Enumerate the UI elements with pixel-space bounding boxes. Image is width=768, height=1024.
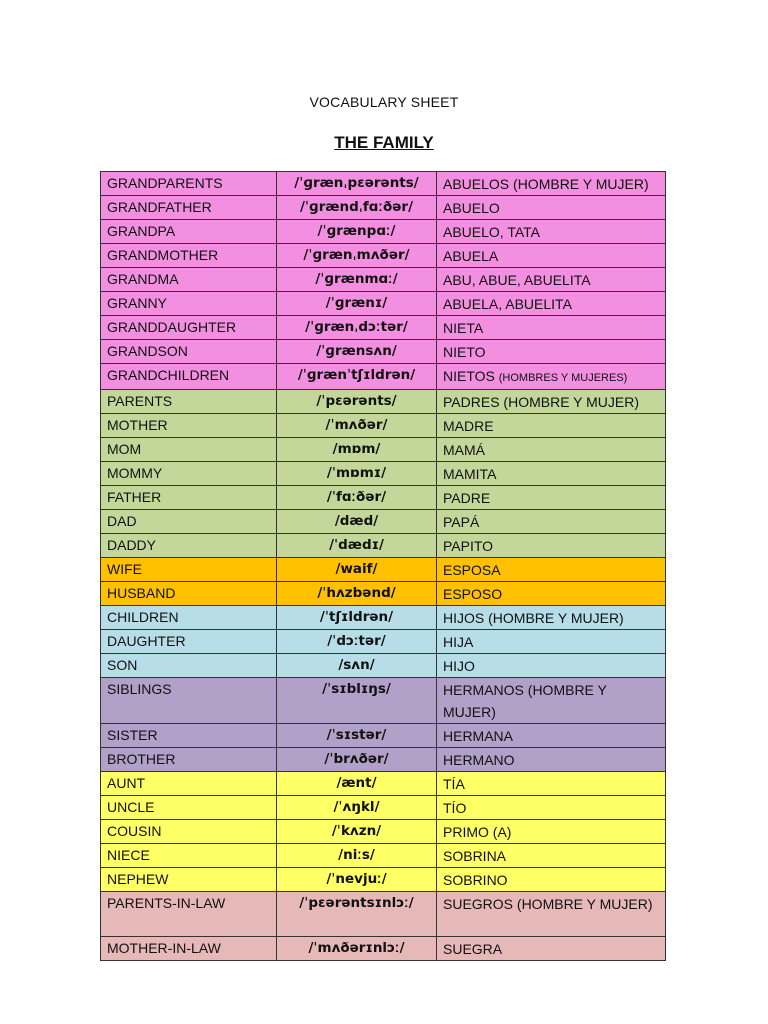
pronunciation-cell: /ˈɡrænsʌn/: [277, 340, 437, 364]
translation-text: MAMÁ: [443, 442, 485, 458]
english-word-cell: GRANDCHILDREN: [101, 364, 277, 390]
translation-text: ABUELO: [443, 200, 500, 216]
vocabulary-table-body: [101, 172, 666, 961]
english-word-cell: MOM: [101, 438, 277, 462]
spanish-translation-cell: [437, 534, 666, 558]
translation-text: ESPOSA: [443, 562, 501, 578]
table-row: [101, 630, 666, 654]
translation-text: PADRE: [443, 490, 491, 506]
translation-text: NIETA: [443, 320, 484, 336]
english-word-cell: MOMMY: [101, 462, 277, 486]
pronunciation-cell: /ˈɡrænɪ/: [277, 292, 437, 316]
pronunciation-cell: /ˈɡrændˌfɑːðər/: [277, 196, 437, 220]
translation-text: ABU, ABUE, ABUELITA: [443, 272, 591, 288]
pronunciation-cell: /ˈhʌzbənd/: [277, 582, 437, 606]
spanish-translation-cell: [437, 244, 666, 268]
spanish-translation-cell: [437, 558, 666, 582]
pronunciation-cell: /ˈpɛərənts/: [277, 390, 437, 414]
table-row: [101, 220, 666, 244]
english-word-cell: GRANDFATHER: [101, 196, 277, 220]
translation-text: SUEGROS (HOMBRE Y MUJER): [443, 896, 653, 912]
translation-text: ABUELO, TATA: [443, 224, 540, 240]
spanish-translation-cell: [437, 892, 666, 937]
table-row: [101, 486, 666, 510]
table-row: [101, 748, 666, 772]
spanish-translation-cell: [437, 462, 666, 486]
table-row: [101, 820, 666, 844]
spanish-translation-cell: [437, 748, 666, 772]
table-row: [101, 414, 666, 438]
english-word-cell: MOTHER-IN-LAW: [101, 937, 277, 961]
pronunciation-cell: /ˈpɛərəntsɪnlɔː/: [277, 892, 437, 937]
english-word-cell: AUNT: [101, 772, 277, 796]
table-row: [101, 937, 666, 961]
pronunciation-cell: /ˈbrʌðər/: [277, 748, 437, 772]
table-row: [101, 364, 666, 390]
translation-text: ESPOSO: [443, 586, 503, 602]
table-row: [101, 892, 666, 937]
table-row: [101, 868, 666, 892]
english-word-cell: GRANDMOTHER: [101, 244, 277, 268]
english-word-cell: DAUGHTER: [101, 630, 277, 654]
pronunciation-cell: /ˈɡrænpɑː/: [277, 220, 437, 244]
pronunciation-cell: /niːs/: [277, 844, 437, 868]
table-row: [101, 268, 666, 292]
translation-text: NIETOS: [443, 368, 495, 384]
spanish-translation-cell: [437, 414, 666, 438]
spanish-translation-cell: [437, 220, 666, 244]
english-word-cell: UNCLE: [101, 796, 277, 820]
translation-text: ABUELA: [443, 248, 499, 264]
english-word-cell: GRANDDAUGHTER: [101, 316, 277, 340]
table-row: [101, 772, 666, 796]
spanish-translation-cell: [437, 678, 666, 724]
english-word-cell: SON: [101, 654, 277, 678]
table-row: [101, 558, 666, 582]
spanish-translation-cell: [437, 820, 666, 844]
english-word-cell: DADDY: [101, 534, 277, 558]
pronunciation-cell: /dæd/: [277, 510, 437, 534]
spanish-translation-cell: [437, 606, 666, 630]
english-word-cell: HUSBAND: [101, 582, 277, 606]
pronunciation-cell: /sʌn/: [277, 654, 437, 678]
pronunciation-cell: /ˈmɒmɪ/: [277, 462, 437, 486]
translation-text: HIJA: [443, 634, 474, 650]
pronunciation-cell: /ˈmʌðərɪnlɔː/: [277, 937, 437, 961]
table-row: [101, 316, 666, 340]
english-word-cell: BROTHER: [101, 748, 277, 772]
table-row: [101, 654, 666, 678]
translation-text: PAPÁ: [443, 514, 480, 530]
table-row: [101, 724, 666, 748]
translation-text: SUEGRA: [443, 941, 503, 957]
table-row: [101, 510, 666, 534]
english-word-cell: NIECE: [101, 844, 277, 868]
pronunciation-cell: /ˈɡrænˌmʌðər/: [277, 244, 437, 268]
english-word-cell: WIFE: [101, 558, 277, 582]
translation-text: ABUELA, ABUELITA: [443, 296, 572, 312]
spanish-translation-cell: [437, 772, 666, 796]
table-row: [101, 462, 666, 486]
pronunciation-cell: /ˈɡrænˌpɛərənts/: [277, 172, 437, 196]
pronunciation-cell: /ˈɡrænˌdɔːtər/: [277, 316, 437, 340]
table-row: [101, 582, 666, 606]
translation-text: HERMANO: [443, 752, 515, 768]
translation-text: PRIMO (A): [443, 824, 512, 840]
translation-text: SOBRINA: [443, 848, 507, 864]
spanish-translation-cell: [437, 582, 666, 606]
english-word-cell: GRANNY: [101, 292, 277, 316]
table-row: [101, 390, 666, 414]
table-row: [101, 340, 666, 364]
translation-text: HIJOS (HOMBRE Y MUJER): [443, 610, 624, 626]
spanish-translation-cell: [437, 796, 666, 820]
translation-text: HIJO: [443, 658, 475, 674]
spanish-translation-cell: [437, 316, 666, 340]
table-row: [101, 292, 666, 316]
translation-text: MADRE: [443, 418, 494, 434]
table-row: [101, 678, 666, 724]
pronunciation-cell: /ˈsɪblɪŋs/: [277, 678, 437, 724]
spanish-translation-cell: [437, 510, 666, 534]
sheet-title: VOCABULARY SHEET: [309, 94, 459, 110]
english-word-cell: COUSIN: [101, 820, 277, 844]
pronunciation-cell: /ˈɡrænˈtʃɪldrən/: [277, 364, 437, 390]
spanish-translation-cell: [437, 724, 666, 748]
translation-text: TÍO: [443, 800, 467, 816]
pronunciation-cell: /ˈkʌzn/: [277, 820, 437, 844]
english-word-cell: SIBLINGS: [101, 678, 277, 724]
spanish-translation-cell: [437, 937, 666, 961]
topic-title: THE FAMILY: [334, 133, 434, 152]
translation-note: (HOMBRES Y MUJERES): [498, 372, 628, 384]
vocabulary-table: [100, 171, 666, 961]
english-word-cell: MOTHER: [101, 414, 277, 438]
english-word-cell: DAD: [101, 510, 277, 534]
pronunciation-cell: /ænt/: [277, 772, 437, 796]
spanish-translation-cell: [437, 390, 666, 414]
english-word-cell: GRANDSON: [101, 340, 277, 364]
pronunciation-cell: /ˈʌŋkl/: [277, 796, 437, 820]
translation-text: PADRES (HOMBRE Y MUJER): [443, 394, 640, 410]
english-word-cell: GRANDPARENTS: [101, 172, 277, 196]
translation-text: TÍA: [443, 776, 465, 792]
spanish-translation-cell: [437, 340, 666, 364]
english-word-cell: CHILDREN: [101, 606, 277, 630]
spanish-translation-cell: [437, 268, 666, 292]
pronunciation-cell: /ˈɡrænmɑː/: [277, 268, 437, 292]
spanish-translation-cell: [437, 844, 666, 868]
spanish-translation-cell: [437, 868, 666, 892]
translation-text: MAMITA: [443, 466, 497, 482]
translation-text: SOBRINO: [443, 872, 508, 888]
english-word-cell: SISTER: [101, 724, 277, 748]
spanish-translation-cell: [437, 364, 666, 390]
spanish-translation-cell: [437, 438, 666, 462]
table-row: [101, 172, 666, 196]
table-row: [101, 438, 666, 462]
english-word-cell: PARENTS: [101, 390, 277, 414]
pronunciation-cell: /mɒm/: [277, 438, 437, 462]
spanish-translation-cell: [437, 486, 666, 510]
spanish-translation-cell: [437, 630, 666, 654]
spanish-translation-cell: [437, 196, 666, 220]
english-word-cell: NEPHEW: [101, 868, 277, 892]
table-row: [101, 844, 666, 868]
spanish-translation-cell: [437, 654, 666, 678]
translation-text: HERMANA: [443, 728, 514, 744]
spanish-translation-cell: [437, 292, 666, 316]
translation-text: ABUELOS (HOMBRE Y MUJER): [443, 176, 649, 192]
translation-text: HERMANOS (HOMBRE Y MUJER): [443, 682, 607, 720]
pronunciation-cell: /ˈdædɪ/: [277, 534, 437, 558]
pronunciation-cell: /ˈfɑːðər/: [277, 486, 437, 510]
pronunciation-cell: /ˈnevjuː/: [277, 868, 437, 892]
table-row: [101, 196, 666, 220]
pronunciation-cell: /ˈmʌðər/: [277, 414, 437, 438]
pronunciation-cell: /ˈtʃɪldrən/: [277, 606, 437, 630]
pronunciation-cell: /waif/: [277, 558, 437, 582]
english-word-cell: FATHER: [101, 486, 277, 510]
english-word-cell: PARENTS-IN-LAW: [101, 892, 277, 937]
translation-text: PAPITO: [443, 538, 494, 554]
table-row: [101, 606, 666, 630]
table-row: [101, 534, 666, 558]
english-word-cell: GRANDPA: [101, 220, 277, 244]
translation-text: NIETO: [443, 344, 486, 360]
english-word-cell: GRANDMA: [101, 268, 277, 292]
spanish-translation-cell: [437, 172, 666, 196]
table-row: [101, 244, 666, 268]
pronunciation-cell: /ˈdɔːtər/: [277, 630, 437, 654]
table-row: [101, 796, 666, 820]
pronunciation-cell: /ˈsɪstər/: [277, 724, 437, 748]
